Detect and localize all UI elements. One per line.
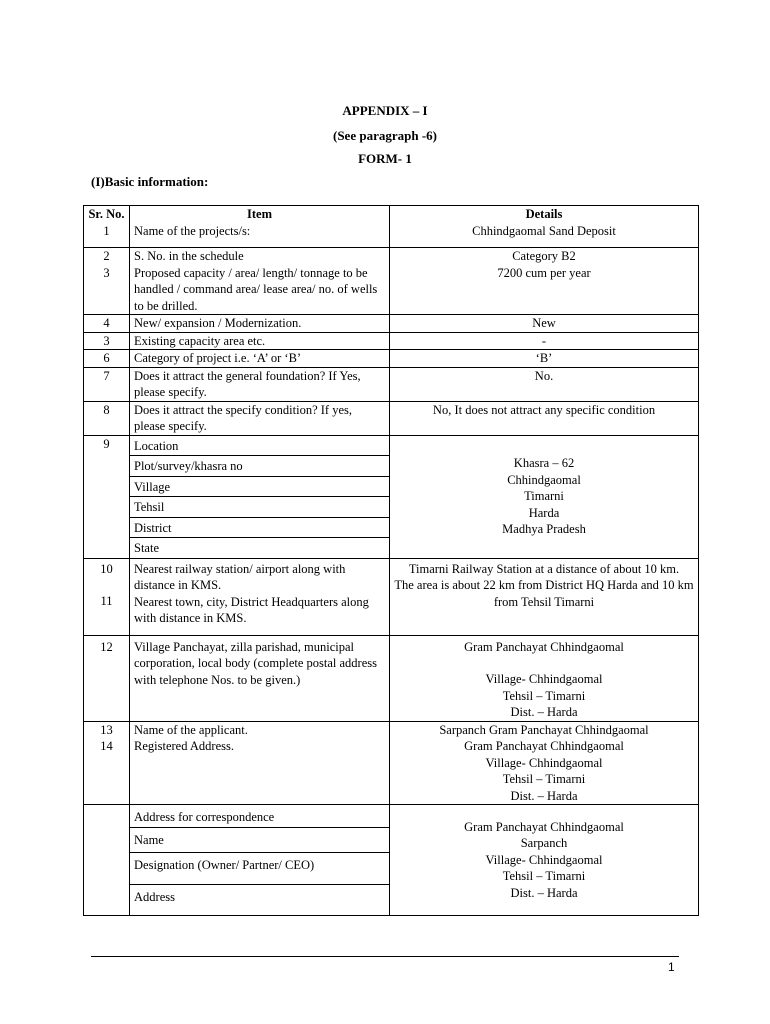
correspondence-items — [130, 805, 390, 916]
correspondence-item: Address — [134, 889, 175, 904]
row-item: Category of project i.e. ‘A’ or ‘B’ — [130, 350, 390, 368]
basic-information-table — [83, 205, 699, 916]
paragraph-reference: (See paragraph -6) — [333, 128, 437, 143]
location-item: District — [130, 518, 389, 539]
header-item: Item Name of the projects/s: — [130, 206, 390, 248]
row-sr: 2 3 — [84, 248, 130, 315]
location-item: State — [134, 541, 159, 555]
row-details: Timarni Railway Station at a distance of about 10 km. The area is about 22 km from District HQ Harda and 10 km from Tehsil Timarni — [390, 558, 699, 635]
table-header-row — [84, 206, 699, 248]
row-details: Sarpanch Gram Panchayat Chhindgaomal Gram Panchayat Chhindgaomal Village- Chhindgaomal Tehsil – Timarni Dist. – Harda — [390, 721, 699, 805]
appendix-title: APPENDIX – I — [342, 103, 428, 118]
row-details: Category B2 7200 cum per year — [390, 248, 699, 315]
correspondence-item: Name — [130, 828, 389, 854]
row-details: No, It does not attract any specific condition — [390, 401, 699, 435]
row-sr — [84, 805, 130, 916]
row-sr: 6 — [84, 350, 130, 368]
row-item: Does it attract the specify condition? If yes, please specify. — [130, 401, 390, 435]
table-row — [84, 558, 699, 635]
row-details: Gram Panchayat Chhindgaomal Village- Chhindgaomal Tehsil – Timarni Dist. – Harda — [390, 635, 699, 721]
row-sr: 12 — [84, 635, 130, 721]
section-heading: (I)Basic information: — [91, 174, 209, 189]
location-row — [84, 435, 699, 558]
footer-divider — [91, 956, 679, 957]
table-row — [84, 332, 699, 350]
header-sr-no: Sr. No. 1 — [84, 206, 130, 248]
page-number: 1 — [668, 960, 675, 974]
header-details: Details Chhindgaomal Sand Deposit — [390, 206, 699, 248]
row-details: New — [390, 315, 699, 333]
row-item: Name of the applicant. Registered Address. — [130, 721, 390, 805]
location-item: Location — [130, 436, 389, 457]
row-item: Does it attract the general foundation? If Yes, please specify. — [130, 367, 390, 401]
row-sr: 7 — [84, 367, 130, 401]
table-row — [84, 350, 699, 368]
correspondence-item: Address for correspondence — [130, 805, 389, 828]
row-sr: 9 — [84, 435, 130, 558]
table-row — [84, 635, 699, 721]
row-details: ‘B’ — [390, 350, 699, 368]
correspondence-row — [84, 805, 699, 916]
row-item: Nearest railway station/ airport along with distance in KMS. Nearest town, city, District Headquarters along with distance in KMS. — [130, 558, 390, 635]
location-item: Village — [130, 477, 389, 498]
row-details: No. — [390, 367, 699, 401]
location-items — [130, 435, 390, 558]
table-row — [84, 401, 699, 435]
row-details: - — [390, 332, 699, 350]
row-sr: 13 14 — [84, 721, 130, 805]
row-item: New/ expansion / Modernization. — [130, 315, 390, 333]
location-item: Plot/survey/khasra no — [130, 456, 389, 477]
row-item: Village Panchayat, zilla parishad, municipal corporation, local body (complete postal address with telephone Nos. to be given.) — [130, 635, 390, 721]
row-item: S. No. in the schedule Proposed capacity / area/ length/ tonnage to be handled / command area/ lease area/ no. of wells to be drilled. — [130, 248, 390, 315]
row-sr: 4 — [84, 315, 130, 333]
correspondence-details: Gram Panchayat Chhindgaomal Sarpanch Village- Chhindgaomal Tehsil – Timarni Dist. – Harda — [390, 805, 699, 916]
table-row — [84, 367, 699, 401]
correspondence-item: Designation (Owner/ Partner/ CEO) — [130, 853, 389, 885]
row-sr: 10 11 — [84, 558, 130, 635]
location-details: Khasra – 62 Chhindgaomal Timarni Harda Madhya Pradesh — [390, 435, 699, 558]
table-row — [84, 721, 699, 805]
table-row — [84, 315, 699, 333]
row-item: Existing capacity area etc. — [130, 332, 390, 350]
row-sr: 8 — [84, 401, 130, 435]
table-row — [84, 248, 699, 315]
form-title: FORM- 1 — [358, 151, 412, 166]
location-item: Tehsil — [130, 497, 389, 518]
row-sr: 3 — [84, 332, 130, 350]
